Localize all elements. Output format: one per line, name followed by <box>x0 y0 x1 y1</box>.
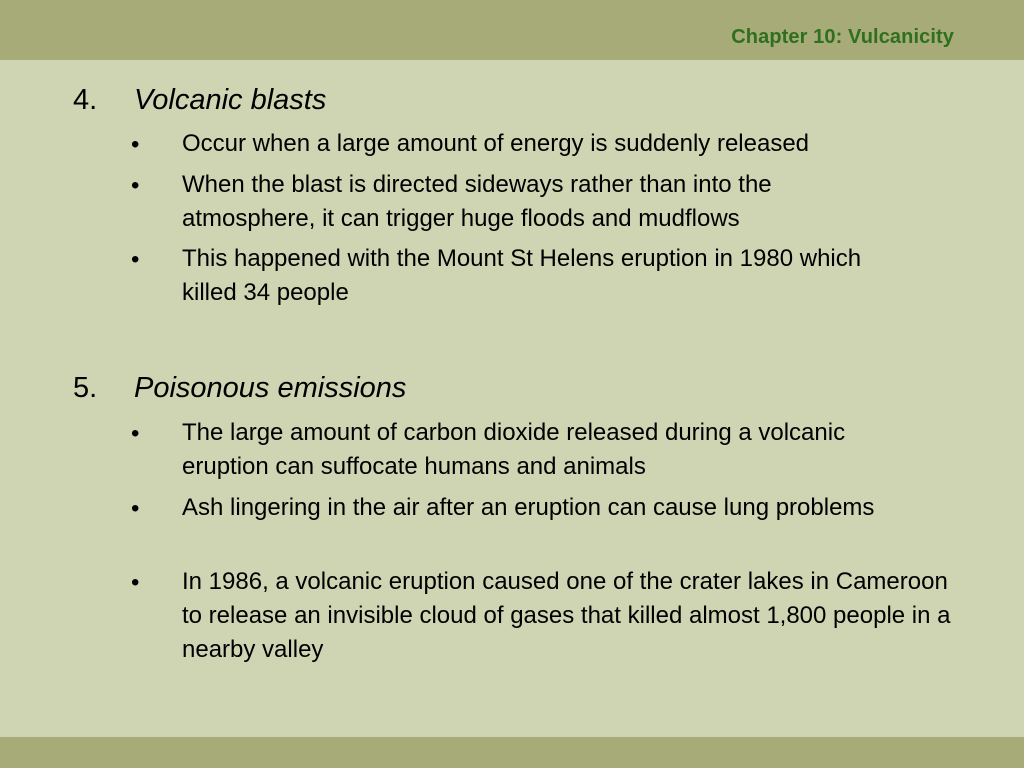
bullet-glyph: • <box>131 246 140 273</box>
bullet-item: The large amount of carbon dioxide released during a volcanic eruption can suffocate humans and animals <box>182 419 846 480</box>
bullet-item: Ash lingering in the air after an eruption can cause lung problems <box>182 494 875 521</box>
bullet-item: Occur when a large amount of energy is suddenly released <box>182 130 810 157</box>
section-heading: Poisonous emissions <box>134 372 407 404</box>
bullet-glyph: • <box>131 569 140 596</box>
footer-bar <box>0 737 1024 768</box>
header-bar <box>0 0 1024 60</box>
section-heading: Volcanic blasts <box>134 84 327 116</box>
bullet-item: This happened with the Mount St Helens eruption in 1980 which killed 34 people <box>182 245 862 306</box>
bullet-glyph: • <box>131 131 140 158</box>
section-number: 4. <box>73 84 98 116</box>
chapter-title: Chapter 10: Vulcanicity <box>731 26 954 48</box>
bullet-item: In 1986, a volcanic eruption caused one of the crater lakes in Cameroon to release an invisible cloud of gases that killed almost 1,800 people in a nearby valley <box>182 568 951 663</box>
bullet-glyph: • <box>131 420 140 447</box>
bullet-item: When the blast is directed sideways rather than into the atmosphere, it can trigger huge floods and mudflows <box>182 171 772 232</box>
bullet-glyph: • <box>131 495 140 522</box>
bullet-glyph: • <box>131 172 140 199</box>
section-number: 5. <box>73 372 98 404</box>
